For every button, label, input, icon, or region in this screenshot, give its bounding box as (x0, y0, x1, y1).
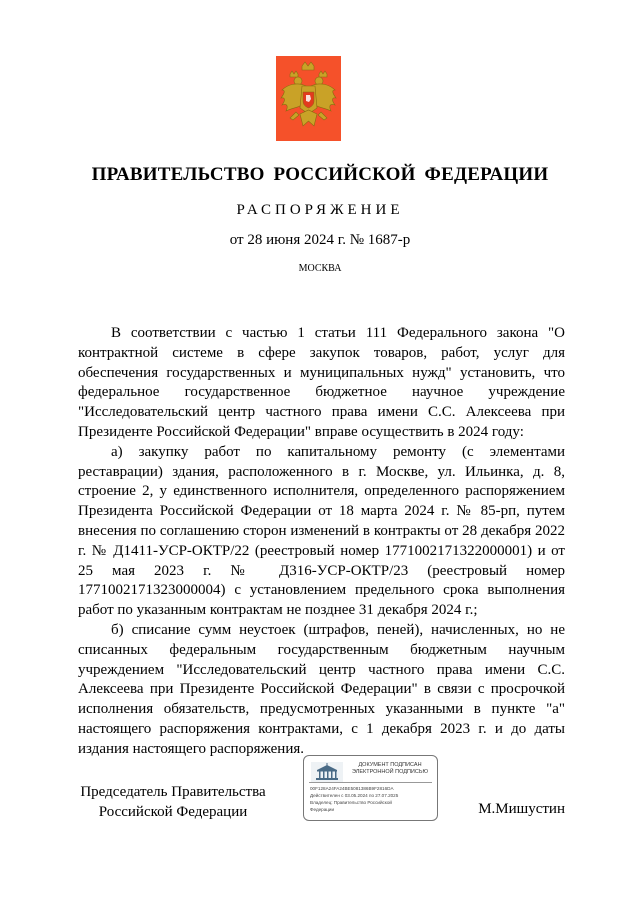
document-body (78, 324, 565, 760)
stamp-divider (309, 782, 432, 783)
coat-of-arms-emblem (276, 56, 341, 141)
signer-name: М.Мишустин (478, 801, 565, 817)
signer-position-line1: Председатель Правительства (80, 784, 266, 800)
document-date-number: от 28 июня 2024 г. № 1687-р (229, 232, 411, 248)
signer-position-line2: Российской Федерации (98, 804, 248, 820)
electronic-signature-stamp (303, 755, 438, 821)
stamp-validity: Действителен с 03.05.2024 по 27.07.2025 (310, 793, 399, 798)
paragraph-item-b: б) списание сумм неустоек (штрафов, пеней), начисленных, но не списанных федеральным государственным бюджетным научным учреждением "Исследовательский центр частного права имени С.С. Алексеева при Президенте Российской Федерации" в связи с просрочкой исполнения обязательств, предусмотренных указанными в пункте "а" настоящего распоряжения контрактами, с 1 декабря 2023 г. и до даты издания настоящего распоряжения. (78, 621, 565, 757)
stamp-owner-line1: Владелец: Правительство Российской (310, 800, 392, 805)
signer-position (78, 782, 268, 822)
government-building-icon (310, 761, 344, 783)
stamp-title (346, 762, 434, 776)
paragraph-intro: В соответствии с частью 1 статьи 111 Федерального закона "О контрактной системе в сфере закупок товаров, работ, услуг для обеспечения государственных и муниципальных нужд" установить, что федеральное государственное бюджетное научное учреждение "Исследовательский центр частного права имени С.С. Алексеева при Президенте Российской Федерации" вправе осуществить в 2024 году: (78, 325, 565, 440)
stamp-certificate: 00F128A24FA24BE5081386B9F2816DA (310, 786, 394, 791)
stamp-owner-line2: Федерации (310, 807, 335, 812)
coat-of-arms-russia-icon (276, 56, 341, 141)
stamp-title-line1: ДОКУМЕНТ ПОДПИСАН (358, 762, 422, 768)
stamp-title-line2: ЭЛЕКТРОННОЙ ПОДПИСЬЮ (351, 769, 429, 775)
document-city: МОСКВА (298, 263, 342, 274)
government-title: ПРАВИТЕЛЬСТВО РОССИЙСКОЙ ФЕДЕРАЦИИ (91, 164, 549, 185)
paragraph-item-a: а) закупку работ по капитальному ремонту (с элементами реставрации) здания, расположенного в г. Москве, ул. Ильинка, д. 8, строение 2, у единственного исполнителя, определенного распоряжением Президента Российской Федерации от 18 марта 2024 г. № 85-рп, путем внесения по соглашению сторон изменений в контракты от 28 декабря 2022 г. № Д1411-УСР-ОКТР/22 (реестровый номер 1771002171322000001) и от 25 мая 2023 г. № Д316-УСР-ОКТР/23 (реестровый номер 1771002171323000004) с установлением предельного срока выполнения работ по указанным контрактам не позднее 31 декабря 2024 г.; (78, 443, 565, 619)
document-type: РАСПОРЯЖЕНИЕ (236, 202, 404, 218)
